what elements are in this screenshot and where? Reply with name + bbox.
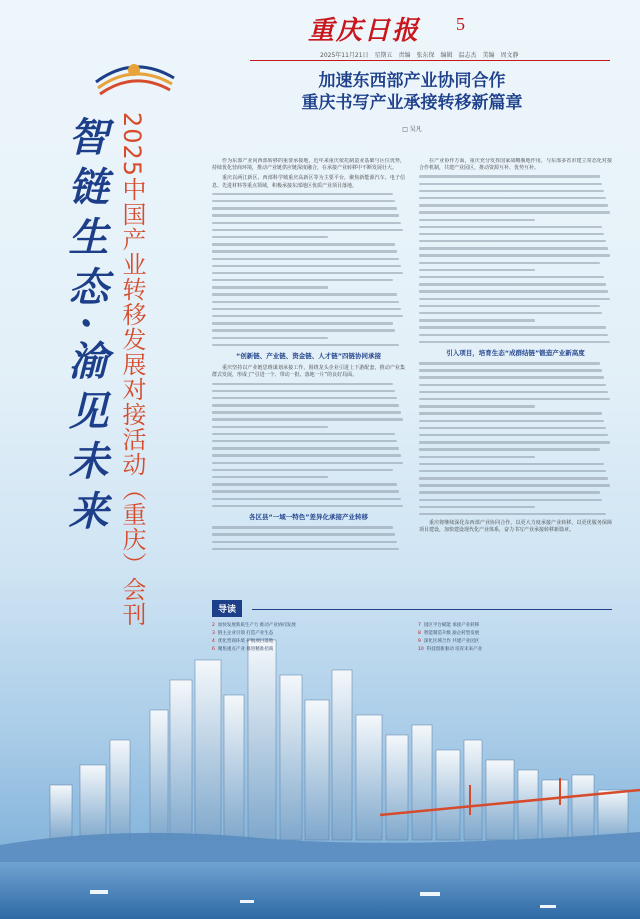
text-line (212, 308, 401, 310)
text-line (419, 405, 535, 407)
text-line (212, 426, 328, 428)
text-line (419, 427, 606, 429)
text-line (419, 219, 535, 221)
text-line (212, 265, 401, 267)
text-line (419, 441, 610, 443)
guide-item[interactable]: 9 深化区域合作 共建产业园区 (418, 639, 480, 644)
text-line (419, 240, 606, 242)
text-line (419, 190, 604, 192)
text-line (212, 440, 397, 442)
text-line (212, 200, 395, 202)
page-number: 5 (456, 14, 465, 34)
text-line (212, 505, 403, 507)
text-line (212, 214, 399, 216)
guide-item[interactable]: 6 聚焦重点产业 推进精准招商 (212, 647, 274, 652)
text-line (419, 477, 608, 479)
text-line (212, 250, 397, 252)
text-line (419, 226, 602, 228)
text-line (419, 276, 604, 278)
text-line (419, 434, 608, 436)
guide-item[interactable]: 8 智能制造升级 渝企转型发展 (418, 631, 480, 636)
text-line (419, 269, 535, 271)
text-line (419, 499, 602, 501)
event-title: 2025中国产业转移发展对接活动（重庆）会刊 (118, 112, 146, 628)
article-paragraph: 重庆以两江新区、西部科学城重庆高新区等为主要平台，聚焦新能源汽车、电子信息、先进材料等重点领域，积极承接东部地区优质产业项目落地。 (212, 175, 405, 189)
text-line (212, 222, 401, 224)
text-line (419, 197, 606, 199)
guide-item[interactable]: 2 加快发展新质生产力 推动产业协同发展 (212, 623, 296, 628)
text-line (212, 498, 401, 500)
text-line (419, 290, 608, 292)
text-line (419, 183, 602, 185)
event-logo (88, 48, 180, 104)
masthead-rule (250, 60, 610, 61)
article-headline (212, 70, 612, 114)
text-line (212, 383, 393, 385)
feature-slogan: 智链生态·渝见未来 (62, 116, 109, 540)
text-line (419, 456, 535, 458)
text-line (212, 447, 399, 449)
text-line (419, 341, 610, 343)
text-line (419, 233, 604, 235)
headline-line-1: 加速东西部产业协同合作 (318, 71, 506, 91)
guide-item[interactable]: 10 科技创新驱动 培育未来产业 (418, 647, 483, 652)
text-line (212, 490, 399, 492)
text-line (419, 470, 606, 472)
text-line (419, 484, 610, 486)
text-line (419, 398, 610, 400)
text-line (419, 305, 600, 307)
text-line (419, 420, 604, 422)
text-line (419, 491, 600, 493)
guide-list (212, 622, 612, 652)
text-line (212, 397, 397, 399)
text-line (419, 319, 535, 321)
text-line (212, 272, 403, 274)
body-text-block (212, 526, 405, 550)
guide-rule (252, 609, 612, 610)
text-line (212, 301, 399, 303)
text-line (212, 286, 328, 288)
text-line (212, 193, 393, 195)
text-line (212, 454, 401, 456)
text-line (419, 262, 600, 264)
text-line (212, 337, 328, 339)
text-line (212, 344, 399, 346)
issue-line: 2025年11月21日 星期五 责编 张东保 编辑 温志杰 美编 周文静 (320, 52, 519, 59)
text-line (212, 229, 403, 231)
text-line (212, 322, 393, 324)
article-column-right (419, 158, 612, 628)
text-line (419, 369, 602, 371)
text-line (212, 390, 395, 392)
text-line (419, 334, 608, 336)
article-byline: □ 吴凡 (402, 126, 422, 133)
section-subhead: 引入项目，培育生态“成群结链”锻造产业新高度 (446, 349, 585, 358)
text-line (212, 548, 399, 550)
body-text-block (419, 175, 612, 343)
text-line (212, 404, 399, 406)
headline-line-2: 重庆书写产业承接转移新篇章 (301, 93, 523, 113)
guide-label: 导读 (212, 600, 242, 617)
article (212, 70, 612, 534)
text-line (419, 312, 602, 314)
text-line (419, 376, 604, 378)
text-line (212, 533, 395, 535)
text-line (419, 298, 610, 300)
text-line (212, 329, 395, 331)
text-line (212, 483, 397, 485)
article-paragraph: 重庆将继续深化东西部产业协同合作，以更大力度承接产业转移，以更优服务保障项目建设，加快建设现代化产业体系，奋力书写产业承接转移新篇章。 (419, 520, 612, 534)
text-line (419, 412, 602, 414)
text-line (419, 463, 604, 465)
guide-box (212, 600, 612, 658)
text-line (212, 315, 403, 317)
text-line (419, 211, 610, 213)
masthead-title: 重庆日报 (308, 16, 421, 46)
text-line (212, 469, 393, 471)
text-line (419, 506, 535, 508)
text-line (212, 293, 397, 295)
body-text-block (212, 193, 405, 346)
masthead (308, 8, 608, 48)
text-line (212, 418, 403, 420)
article-columns (212, 158, 612, 628)
text-line (212, 258, 399, 260)
body-text-block (212, 383, 405, 508)
text-line (212, 541, 397, 543)
text-line (212, 236, 328, 238)
text-line (212, 207, 397, 209)
text-line (419, 175, 600, 177)
text-line (212, 411, 401, 413)
text-line (212, 279, 393, 281)
section-subhead: 各区县“一域一特色”差异化承接产业转移 (248, 513, 369, 522)
article-column-left (212, 158, 405, 628)
text-line (419, 254, 610, 256)
text-line (419, 247, 608, 249)
body-text-block (419, 362, 612, 515)
section-subhead: “创新链、产业链、资金链、人才链”四链协同承接 (235, 352, 382, 361)
article-paragraph: 重庆坚持以产业链思维谋划承接工作，围绕龙头企业引进上下游配套，推动产业集群式发展，形成了“引进一个、带动一批、落地一片”的良好局面。 (212, 365, 405, 379)
article-paragraph: 在产业协作方面，重庆充分发挥国家战略腹地作用，与东部多省市建立常态化对接合作机制，共建产业园区，推动资源互补、优势互补。 (419, 158, 612, 172)
text-line (419, 448, 600, 450)
text-line (212, 476, 328, 478)
text-line (419, 283, 606, 285)
guide-item[interactable]: 7 园区平台赋能 承接产业转移 (418, 623, 480, 628)
text-line (212, 526, 393, 528)
text-line (419, 391, 608, 393)
text-line (419, 326, 606, 328)
guide-item[interactable]: 3 链主企业引领 打造产业生态 (212, 631, 274, 636)
text-line (419, 513, 606, 515)
text-line (212, 433, 395, 435)
text-line (212, 243, 395, 245)
text-line (419, 204, 608, 206)
text-line (419, 362, 600, 364)
guide-item[interactable]: 4 优化营商环境 护航项目落地 (212, 639, 274, 644)
text-line (212, 462, 403, 464)
article-paragraph: 作为东部产业向西部转移的重要承接地，近年来重庆依托制造业基础与区位优势，持续优化营商环境，推动产业链供应链深度融合，在承接产业转移中不断发展壮大。 (212, 158, 405, 172)
text-line (419, 384, 606, 386)
